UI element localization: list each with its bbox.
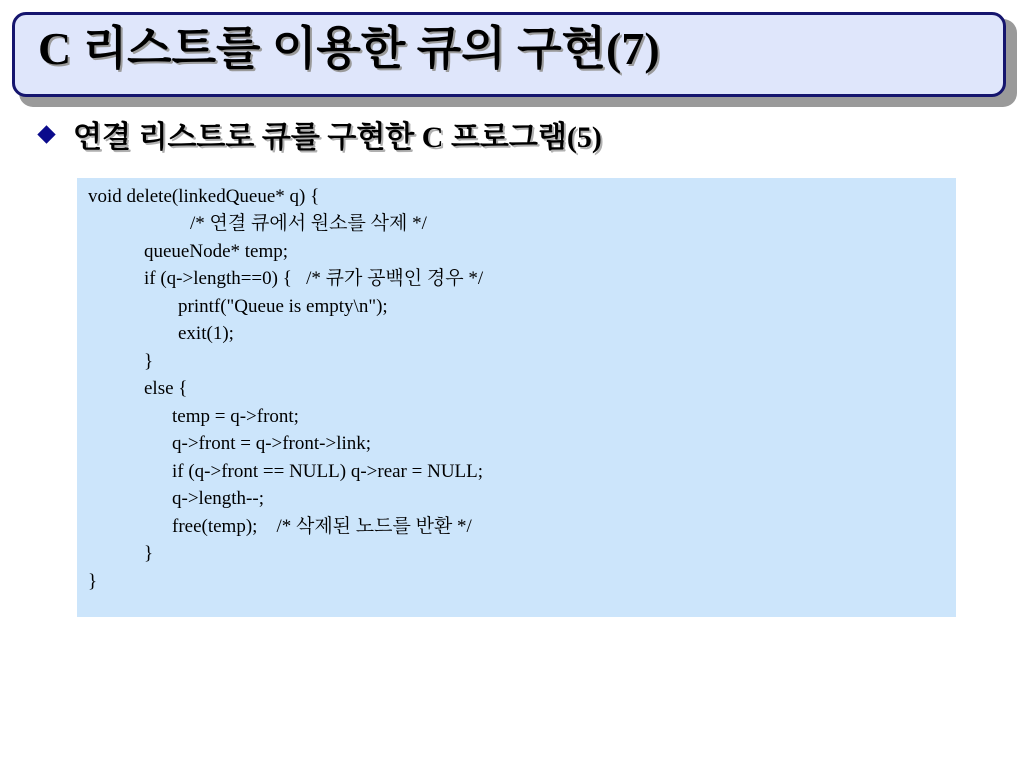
diamond-bullet-icon bbox=[37, 125, 55, 143]
code-line: } bbox=[88, 571, 98, 592]
code-line: q->length--; bbox=[172, 488, 264, 509]
code-block bbox=[77, 178, 956, 617]
code-line: } bbox=[144, 543, 154, 564]
code-line: if (q->front == NULL) q->rear = NULL; bbox=[172, 461, 484, 482]
code-line: printf("Queue is empty\n"); bbox=[178, 296, 388, 317]
code-line: if (q->length==0) { /* 큐가 공백인 경우 */ bbox=[144, 268, 484, 289]
slide-title: C 리스트를 이용한 큐의 구현(7) bbox=[38, 23, 660, 74]
code-line: } bbox=[144, 351, 154, 372]
bullet-item bbox=[36, 114, 602, 154]
code-line: temp = q->front; bbox=[172, 406, 299, 427]
code-line: else { bbox=[144, 378, 188, 399]
code-line: /* 연결 큐에서 원소를 삭제 */ bbox=[190, 213, 427, 234]
code-line: q->front = q->front->link; bbox=[172, 433, 372, 454]
code-line: void delete(linkedQueue* q) { bbox=[88, 186, 320, 207]
code-line: exit(1); bbox=[178, 323, 234, 344]
bullet-text: 연결 리스트로 큐를 구현한 C 프로그램(5) bbox=[73, 121, 602, 154]
code-line: free(temp); /* 삭제된 노드를 반환 */ bbox=[172, 516, 472, 537]
code-line: queueNode* temp; bbox=[144, 241, 289, 262]
